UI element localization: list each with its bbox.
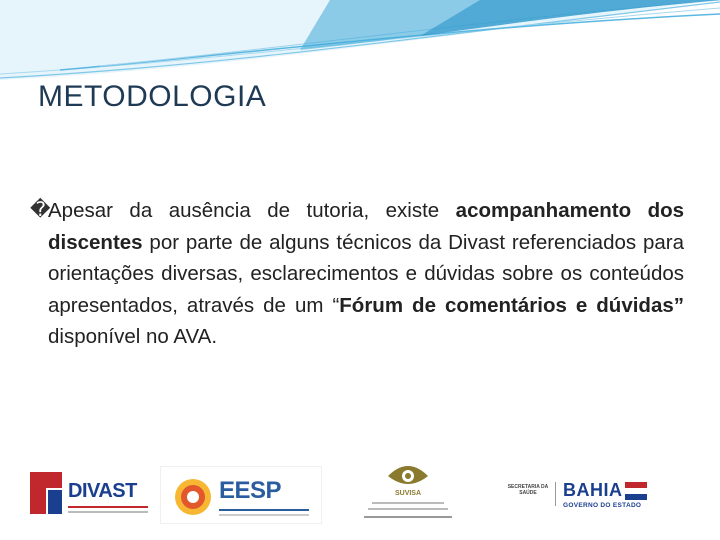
body-paragraph bbox=[30, 195, 685, 353]
bahia-tagline: GOVERNO DO ESTADO bbox=[563, 502, 642, 509]
suvisa-eye-icon bbox=[386, 462, 430, 488]
bahia-logo bbox=[505, 476, 655, 516]
suvisa-logo bbox=[362, 462, 454, 524]
paragraph-bold-2: Fórum de comentários e dúvidas” bbox=[339, 293, 685, 317]
bahia-wordmark: BAHIA bbox=[563, 480, 623, 500]
paragraph-bold-1: acompanhamento dos discentes bbox=[48, 199, 685, 254]
paragraph-text-1: Apesar da ausência de tutoria, existe bbox=[48, 199, 456, 222]
eesp-emblem-icon bbox=[171, 475, 215, 519]
bahia-flag-icon bbox=[625, 482, 647, 500]
divast-logo bbox=[26, 466, 156, 522]
eesp-logo bbox=[160, 466, 322, 524]
decorative-wave bbox=[0, 0, 720, 90]
divast-logo-name: DIVAST bbox=[68, 480, 137, 502]
eesp-logo-name: EESP bbox=[219, 477, 282, 504]
bullet-icon: � bbox=[30, 199, 51, 221]
footer-logos bbox=[0, 460, 720, 530]
secretaria-saude-label: SECRETARIA DA SAÚDE bbox=[507, 484, 549, 496]
paragraph-text-3: disponível no AVA. bbox=[48, 325, 218, 348]
slide-title: METODOLOGIA bbox=[38, 80, 267, 113]
suvisa-logo-name: SUVISA bbox=[394, 490, 422, 497]
paragraph-text-2: por parte de alguns técnicos da Divast referenciados para orientações diversas, esclarecimentos e dúvidas sobre os conteúdos apresentados, através de um “ bbox=[48, 230, 684, 317]
divast-emblem-icon bbox=[26, 468, 66, 518]
